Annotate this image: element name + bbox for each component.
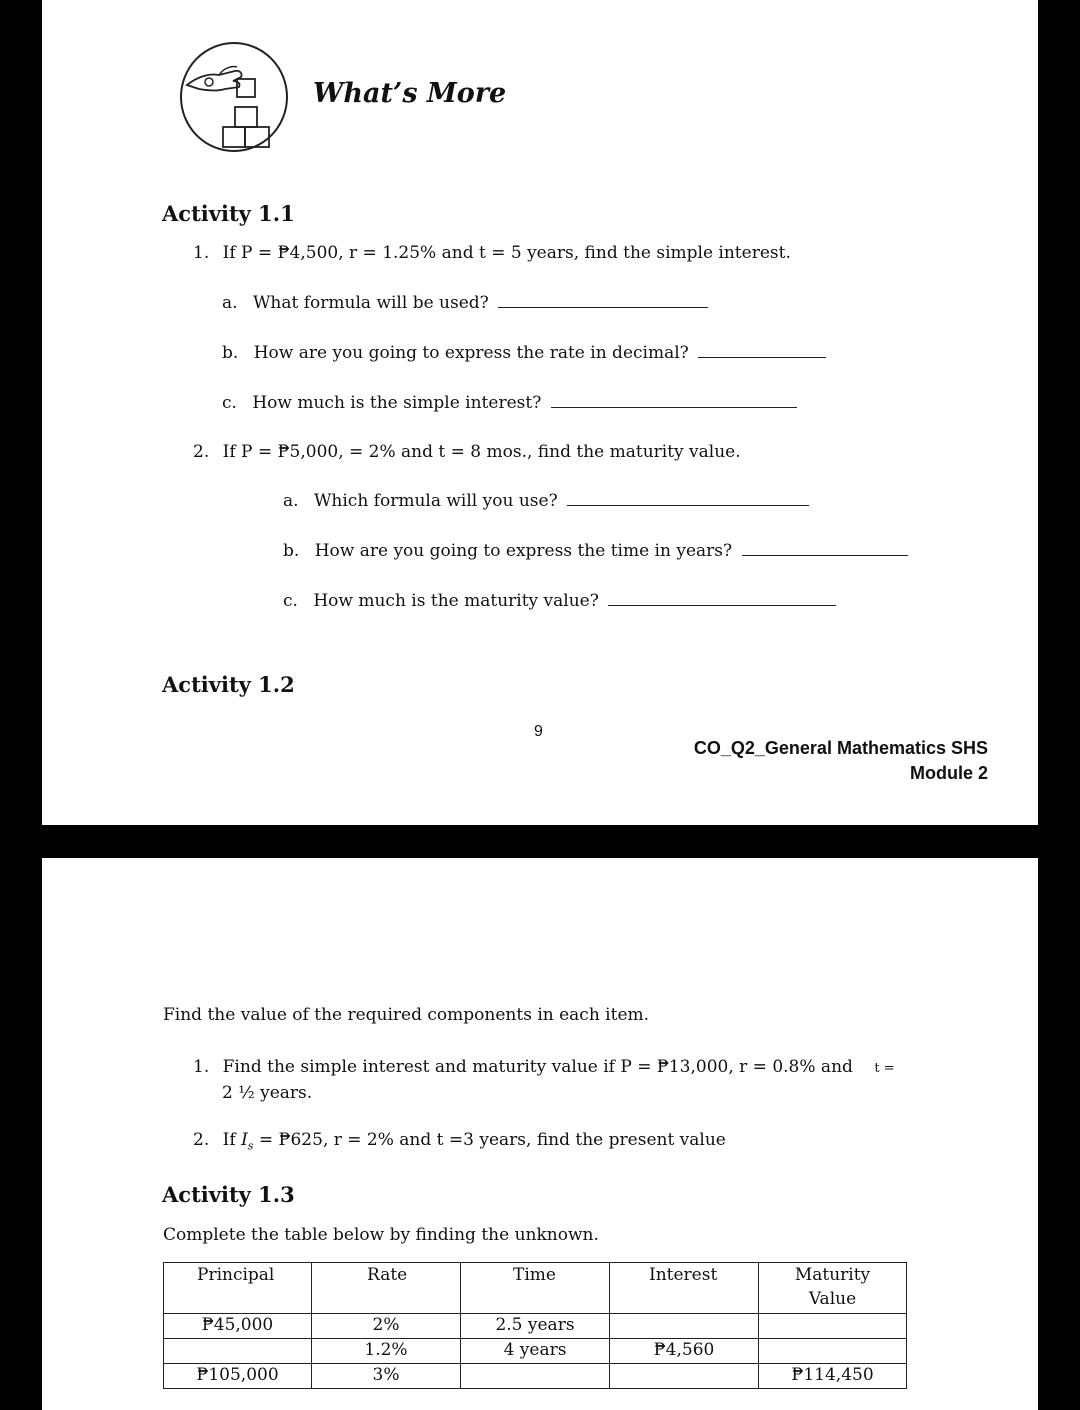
question-text: If P = ₱4,500, r = 1.25% and t = 5 years, find the simple interest. bbox=[222, 243, 791, 263]
answer-blank[interactable] bbox=[567, 491, 809, 506]
activity-1-1-heading: Activity 1.1 bbox=[162, 201, 295, 226]
question-1b bbox=[222, 343, 826, 363]
activity-1-2-instruction: Find the value of the required components in each item. bbox=[163, 1005, 650, 1025]
answer-blank[interactable] bbox=[698, 343, 826, 358]
question-number: 1. bbox=[193, 243, 210, 263]
module-code: CO_Q2_General Mathematics SHS bbox=[693, 738, 988, 758]
cell-principal[interactable]: ₱105,000 bbox=[164, 1364, 312, 1389]
time-label: t = bbox=[874, 1061, 895, 1076]
unknowns-table bbox=[163, 1262, 907, 1389]
cell-rate[interactable]: 3% bbox=[312, 1364, 461, 1389]
activity-1-3-heading: Activity 1.3 bbox=[162, 1182, 295, 1207]
cell-rate[interactable]: 2% bbox=[312, 1314, 461, 1339]
item-text: Which formula will you use? bbox=[313, 491, 558, 511]
answer-blank[interactable] bbox=[608, 591, 836, 606]
header-text: Time bbox=[513, 1265, 556, 1285]
cell-maturity-value[interactable]: ₱114,450 bbox=[759, 1364, 907, 1389]
interest-subscript: s bbox=[247, 1139, 254, 1153]
item-label: c. bbox=[283, 591, 298, 611]
header-text: Principal bbox=[197, 1265, 275, 1285]
cell-maturity-value[interactable] bbox=[759, 1314, 907, 1339]
question-2 bbox=[193, 442, 741, 462]
question-text: Find the simple interest and maturity value if P = ₱13,000, r = 0.8% and bbox=[222, 1057, 853, 1077]
interest-variable: I bbox=[241, 1130, 248, 1150]
cell-interest[interactable] bbox=[610, 1314, 759, 1339]
activity-1-2-question-2 bbox=[193, 1130, 726, 1152]
answer-blank[interactable] bbox=[551, 393, 797, 408]
item-label: a. bbox=[222, 293, 238, 313]
cell-maturity-value[interactable] bbox=[759, 1339, 907, 1364]
header-interest bbox=[610, 1263, 759, 1314]
question-2a bbox=[283, 491, 809, 511]
header-text: Rate bbox=[367, 1265, 408, 1285]
module-label: Module 2 bbox=[909, 763, 988, 783]
answer-blank[interactable] bbox=[498, 293, 708, 308]
question-number: 2. bbox=[193, 1130, 210, 1150]
module-footer bbox=[694, 736, 988, 786]
page-10 bbox=[42, 858, 1038, 1410]
item-label: b. bbox=[222, 343, 239, 363]
table-row bbox=[164, 1314, 907, 1339]
question-1c bbox=[222, 393, 797, 413]
header-principal bbox=[164, 1263, 312, 1314]
activity-1-2-heading: Activity 1.2 bbox=[162, 672, 295, 697]
section-title: What’s More bbox=[313, 78, 507, 109]
item-label: a. bbox=[283, 491, 299, 511]
item-label: c. bbox=[222, 393, 237, 413]
question-2c bbox=[283, 591, 836, 611]
header-time bbox=[461, 1263, 610, 1314]
item-text: How are you going to express the rate in decimal? bbox=[253, 343, 689, 363]
question-text-pre: If bbox=[222, 1130, 242, 1150]
table-row bbox=[164, 1364, 907, 1389]
table-row bbox=[164, 1339, 907, 1364]
header-maturity-value bbox=[759, 1263, 907, 1314]
item-text: How much is the maturity value? bbox=[313, 591, 599, 611]
header-text: Interest bbox=[649, 1265, 718, 1285]
item-text: What formula will be used? bbox=[252, 293, 489, 313]
cell-interest[interactable]: ₱4,560 bbox=[610, 1339, 759, 1364]
question-text-continued: 2 ½ years. bbox=[222, 1083, 313, 1103]
question-number: 2. bbox=[193, 442, 210, 462]
item-label: b. bbox=[283, 541, 300, 561]
header-text: Maturity Value bbox=[794, 1265, 871, 1309]
activity-1-3-instruction: Complete the table below by finding the unknown. bbox=[163, 1225, 599, 1245]
table-header-row bbox=[164, 1263, 907, 1314]
question-2b bbox=[283, 541, 908, 561]
cell-time[interactable] bbox=[461, 1364, 610, 1389]
building-blocks-icon bbox=[179, 41, 289, 153]
item-text: How much is the simple interest? bbox=[252, 393, 542, 413]
item-text: How are you going to express the time in years? bbox=[314, 541, 733, 561]
question-text: If P = ₱5,000, = 2% and t = 8 mos., find the maturity value. bbox=[222, 442, 741, 462]
question-text-post: = ₱625, r = 2% and t =3 years, find the present value bbox=[253, 1130, 726, 1150]
question-1a bbox=[222, 293, 708, 313]
cell-interest[interactable] bbox=[610, 1364, 759, 1389]
page-number: 9 bbox=[534, 723, 543, 740]
cell-time[interactable]: 2.5 years bbox=[461, 1314, 610, 1339]
cell-rate[interactable]: 1.2% bbox=[312, 1339, 461, 1364]
question-1 bbox=[193, 243, 791, 263]
answer-blank[interactable] bbox=[742, 541, 908, 556]
cell-time[interactable]: 4 years bbox=[461, 1339, 610, 1364]
header-rate bbox=[312, 1263, 461, 1314]
activity-1-2-question-1 bbox=[193, 1055, 895, 1105]
cell-principal[interactable]: ₱45,000 bbox=[164, 1314, 312, 1339]
question-number: 1. bbox=[193, 1057, 210, 1077]
cell-principal[interactable] bbox=[164, 1339, 312, 1364]
page-9 bbox=[42, 0, 1038, 825]
